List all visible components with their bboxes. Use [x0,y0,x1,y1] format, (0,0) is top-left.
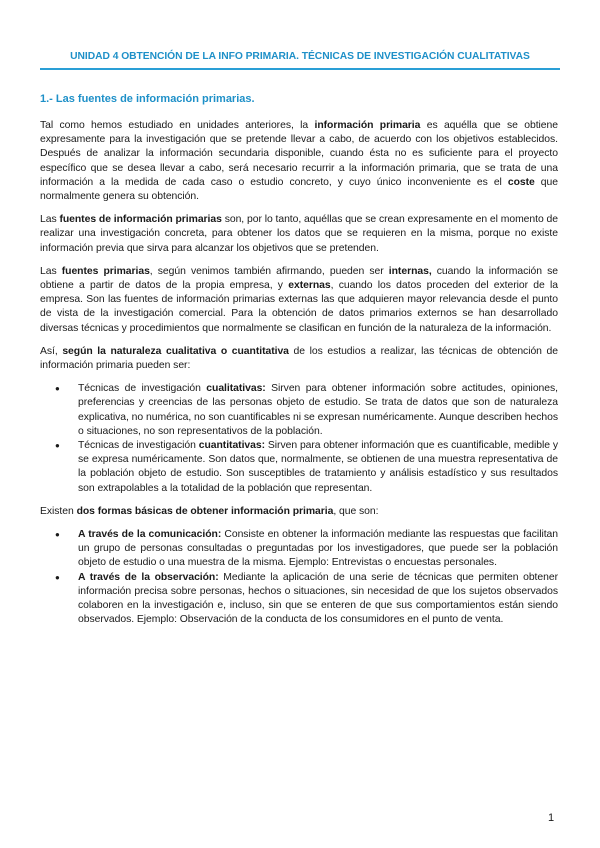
p5-text-a: Existen [40,505,77,517]
methods-list [40,528,558,627]
p3-bold-d: internas, [388,265,432,277]
list-item-bold: A través de la comunicación: [78,529,222,541]
list-item [78,382,558,439]
p3-text-a: Las [40,265,62,277]
p1-bold-d: coste [507,176,535,188]
document-body [40,119,558,637]
list-item [78,571,558,628]
p4-text-c: de los estudios a realizar, las técnicas de obtención de información primaria pueden ser: [40,345,558,372]
list-item-text-a: Técnicas de investigación [78,440,199,452]
p5-text-c: , que son: [333,505,379,517]
list-item-text-a: Técnicas de investigación [78,383,207,395]
p3-bold-b: fuentes primarias [61,265,150,277]
p3-text-e: cuando la información se obtiene a partir de datos de la propia empresa, y [40,265,558,292]
p1-text-e: que normalmente genera su obtención. [40,176,558,203]
p2-bold-b: fuentes de información primarias [59,214,222,226]
p2-text-c: son, por lo tanto, aquéllas que se crean expresamente en el momento de realizar una investigación concreta, para obtener los datos que se requieren en la misma, porque no existe información previa que sirva para alcanzar los objetivos que se pretenden. [40,214,558,254]
p1-bold-b: información primaria [314,120,421,131]
list-item-bold: cuantitativas: [198,440,266,452]
paragraph-3 [40,265,558,336]
p2-text-a: Las [40,214,60,226]
list-item-bold: cualitativas: [206,383,266,395]
page-number: 1 [548,812,555,824]
list-item-text-c: Sirven para obtener información sobre actitudes, opiniones, preferencias y creencias de las personas objeto de estudio. Se trata de datos que son de naturaleza explicativa, no numérica, no son cuantificables ni se expresan numéricamente. Aunque describen hechos o situaciones, no son representativos de la población. [78,383,558,437]
list-item-text-c: Sirven para obtener información que es cuantificable, medible y se expresa numéricamente. Son datos que, normalmente, se obtienen de una muestra representativa de la población objeto de estudio. Son susceptibles de tratamiento y análisis estadístico y sus resultados son extrapolables a la totalidad de la población que representan. [78,440,558,494]
list-item [78,528,558,571]
paragraph-4 [40,345,558,373]
paragraph-2 [40,213,558,256]
p1-text-c: es aquélla que se obtiene expresamente para la investigación que se pretende llevar a cabo, de acuerdo con los objetivos establecidos. Después de analizar la información secundaria disponible, cuando ésta no es suficiente para el proyecto específico que se desea llevar a cabo, será necesario recurrir a la información primaria, que se trata de una información a la medida de cada caso o estudio concreto, y cuyo único inconveniente es el [40,120,558,188]
list-item [78,439,558,496]
p3-text-g: , cuando los datos proceden del exterior de la empresa. Son las fuentes de información primarias externas las que adquieren mayor relevancia desde el punto de vista de la investigación comercial. Para la obtención de datos primarios externos se han desarrollado diversas técnicas y procedimientos que normalmente se clasifican en función de la naturaleza de la información. [40,280,558,334]
title-divider [40,68,560,70]
list-item-text-c: Mediante la aplicación de una serie de técnicas que permiten obtener información precisa sobre personas, hechos o situaciones, sin necesidad de que los sujetos observados colaboren en la investigación e, incluso, sin que se enteren de que sus comportamientos están siendo observados. Ejemplo: Observación de la conducta de los consumidores en el punto de venta. [78,571,558,626]
paragraph-5 [40,505,558,519]
p1-text-a: Tal como hemos estudiado en unidades anteriores, la [40,120,315,131]
p4-bold-b: según la naturaleza cualitativa o cuantitativa [62,345,289,357]
p5-bold-b: dos formas básicas de obtener información primaria [76,505,334,517]
list-item-bold: A través de la observación: [78,571,219,583]
techniques-list [40,382,558,496]
document-title: UNIDAD 4 OBTENCIÓN DE LA INFO PRIMARIA. TÉCNICAS DE INVESTIGACIÓN CUALITATIVAS [70,51,530,62]
p3-text-c: , según venimos también afirmando, pueden ser [149,265,389,277]
paragraph-1 [40,119,558,204]
section-heading: 1.- Las fuentes de información primarias. [40,93,255,105]
list-item-text-c: Consiste en obtener la información mediante las respuestas que facilitan un grupo de personas consultadas o preguntadas por los investigadores, que puede ser la población objeto de estudio o una muestra de la misma. Ejemplo: Entrevistas o encuestas personales. [78,529,559,569]
p3-bold-f: externas [288,280,331,292]
p4-text-a: Así, [40,345,63,357]
